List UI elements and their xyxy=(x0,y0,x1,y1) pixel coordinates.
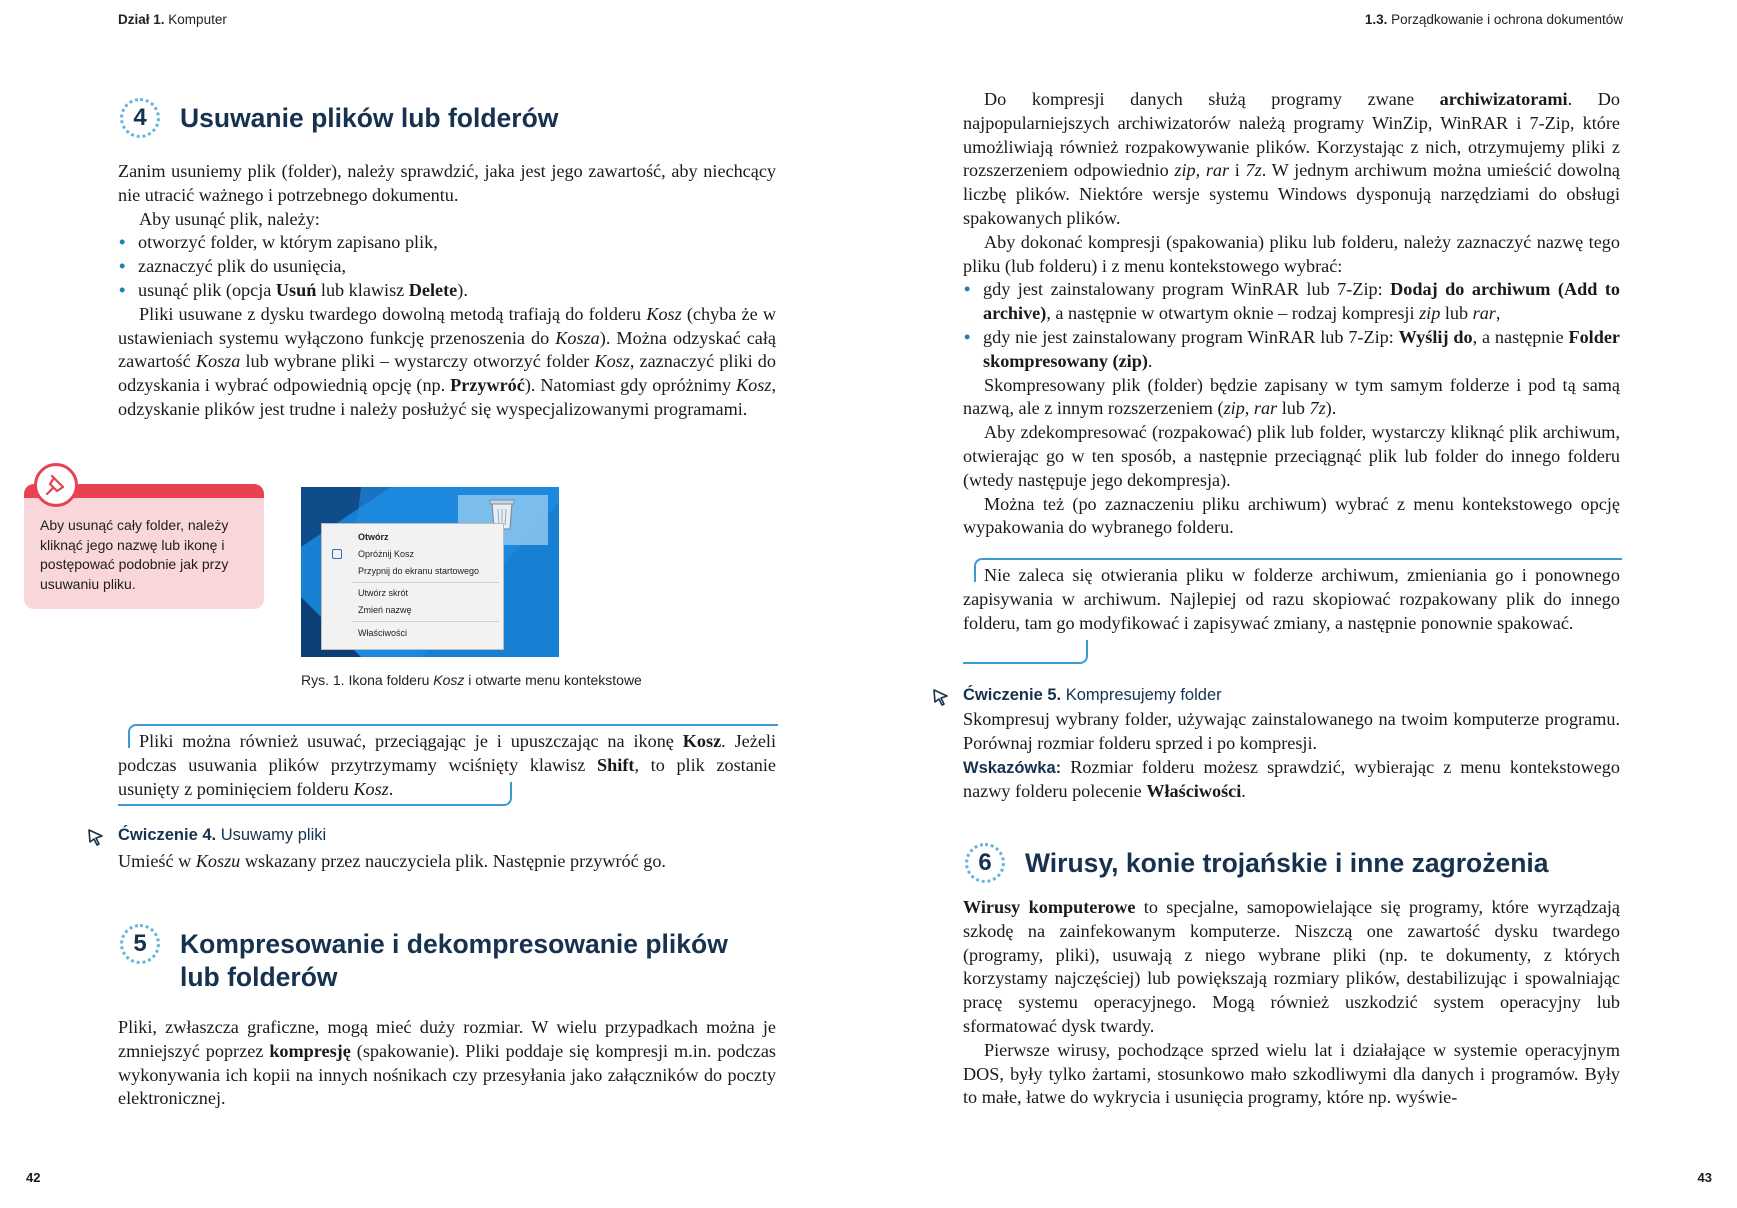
paragraph: Aby zdekompresować (rozpakować) plik lub folder, wystarczy kliknąć plik archiwum, otwierając go w ten sposób, a następnie przeciągnąć plik lub folder do innego folderu (wtedy następuje jego dekompresja). xyxy=(963,422,1620,490)
chapter-number: Dział 1. xyxy=(118,12,165,27)
page-number-right: 43 xyxy=(1697,1170,1712,1185)
paragraph xyxy=(963,756,1620,805)
text-run: gdy nie jest zainstalowany program WinRAR lub 7-Zip: xyxy=(983,326,1399,347)
exercise-name: Kompresujemy folder xyxy=(1065,686,1222,704)
bullet-list xyxy=(963,278,1620,373)
menu-item-pin-start[interactable]: Przypnij do ekranu startowego xyxy=(358,566,480,576)
hint-label: Wskazówka: xyxy=(963,758,1062,777)
text-run: lub klawisz xyxy=(316,279,409,300)
recycle-bin-screenshot xyxy=(301,487,559,657)
italic-term: Kosza xyxy=(555,327,600,348)
text-run: , a następnie xyxy=(1472,326,1569,347)
text-run: . Jeżeli podczas usuwania plików przytrzymamy wciśnięty klawisz xyxy=(118,731,776,775)
paragraph: Pierwsze wirusy, pochodzące sprzed wielu lat i działające w systemie operacyjnym DOS, były tylko żartami, stosunkowo mało szkodliwymi dla danych i programów. Były to małe, łatwe do wykrycia i usunięcia programy, które np. wyświe- xyxy=(963,1039,1620,1108)
bold-term: Delete xyxy=(408,279,458,300)
bold-term: kompresję xyxy=(269,1040,351,1061)
exercise-5-body xyxy=(963,708,1620,804)
paragraph xyxy=(118,850,776,874)
cursor-icon xyxy=(87,828,105,846)
list-item: • otworzyć folder, w którym zapisano plik, xyxy=(118,231,776,255)
tip-bracket-bottom xyxy=(963,640,1088,664)
exercise-label: Ćwiczenie 4. xyxy=(118,826,217,844)
heading-line: Kompresowanie i dekompresowanie plików xyxy=(180,929,728,959)
bullet-list xyxy=(118,231,776,302)
bold-term: Usuń xyxy=(275,279,317,300)
text-run: Skompresowany plik (folder) będzie zapisany w tym samym folderze i pod tą samą nazwą, ale z innym rozszerzeniem ( xyxy=(963,374,1620,419)
running-header-left xyxy=(118,12,227,27)
exercise-4-title xyxy=(118,826,326,845)
text-run: lub xyxy=(1277,398,1310,419)
paragraph: Nie zaleca się otwierania pliku w folderze archiwum, zmieniania go i ponownego zapisywania w archiwum. Najlepiej od razu skopiować rozpakowany plik do innego folderu, tam go modyfikować i zapisywać zmiany, a następnie ponownie spakować. xyxy=(963,565,1620,633)
text-run: Rozmiar folderu możesz sprawdzić, wybierając z menu kontekstowego nazwy folderu polecenie xyxy=(963,756,1620,802)
section-5-body xyxy=(118,1016,776,1111)
text-run: to specjalne, samopowielające się programy, które wyrządzają szkodę na zainfekowanym komputerze. Niszczą one zawartość dysku twardego (programy, pliki), usuwają z niego wybrane pliki (np. te dokumenty, z których korzystamy najczęściej) lub powiększają rozmiary plików, destabilizując i spowalniając pracę systemu operacyjnego. Mogą również uszkodzić system operacyjny lub sformatować dysk twardy. xyxy=(963,897,1620,1036)
menu-item-create-shortcut[interactable]: Utwórz skrót xyxy=(358,588,409,598)
text-run: wskazany przez nauczyciela plik. Następnie przywróć go. xyxy=(240,851,666,871)
pin-icon xyxy=(34,463,78,507)
text-run: . Do najpopularniejszych archiwizatorów należą programy WinZip, WinRAR i 7-Zip, które umożliwiają również rozpakowywanie plików. Korzystając z nich, otrzymujemy pliki z rozszerzeniem odpowiednio xyxy=(963,89,1620,181)
text-run: Umieść w xyxy=(118,851,196,871)
text-run: ). Natomiast gdy opróżnimy xyxy=(524,375,737,396)
text-run: ). xyxy=(457,279,468,300)
paragraph: Skompresuj wybrany folder, używając zainstalowanego na twoim komputerze programu. Porównaj rozmiar folderu sprzed i po kompresji. xyxy=(963,709,1620,753)
section-4-heading: Usuwanie plików lub folderów xyxy=(180,103,559,133)
italic-term: Koszu xyxy=(195,851,241,871)
paragraph: Można też (po zaznaczeniu pliku archiwum) wybrać z menu kontekstowego opcję wypakowania do wybranego folderu. xyxy=(963,493,1620,538)
tip-bracket-bottom xyxy=(118,782,512,806)
text-run: (chyba że w ustawieniach systemu wyłączono funkcję przenoszenia do xyxy=(118,303,776,348)
bold-term: Kosz xyxy=(682,731,722,751)
text-run: (spakowanie). Pliki poddaje się kompresji m.in. podczas wykonywania ich kopii na innych nośnikach czy przesyłania jako załączników do poczty elektronicznej. xyxy=(118,1040,776,1109)
section-number: 1.3. xyxy=(1364,12,1388,27)
text-run: lub wybrane pliki – wystarczy otworzyć folder xyxy=(240,351,595,372)
menu-item-properties[interactable]: Właściwości xyxy=(358,628,408,638)
paragraph: Aby usunąć plik, należy: xyxy=(139,208,320,229)
section-4-body xyxy=(118,160,776,422)
text-run: gdy jest zainstalowany program WinRAR lub 7-Zip: xyxy=(983,279,1391,300)
text-run: Pliki, zwłaszcza graficzne, mogą mieć duży rozmiar. W wielu przypadkach można je zmniejszyć poprzez xyxy=(118,1017,776,1061)
paragraph xyxy=(963,88,1620,231)
cursor-icon xyxy=(932,688,950,706)
list-item: • zaznaczyć plik do usunięcia, xyxy=(118,255,776,279)
text-run: , xyxy=(1495,303,1501,324)
italic-term: Kosz xyxy=(594,351,630,372)
exercise-5-title xyxy=(963,686,1222,705)
text-run: . xyxy=(1147,350,1153,371)
menu-separator xyxy=(352,621,499,622)
running-header-right xyxy=(1365,12,1623,27)
menu-separator xyxy=(352,582,499,583)
menu-item-open[interactable]: Otwórz xyxy=(358,532,389,542)
section-5-heading xyxy=(180,928,728,994)
italic-term: rar xyxy=(1472,303,1496,324)
italic-term: 7z xyxy=(1309,398,1326,419)
chapter-title: Komputer xyxy=(168,12,227,27)
text-run: ). xyxy=(1325,398,1337,419)
italic-term: zip, rar xyxy=(1223,398,1278,419)
bold-term: Wirusy komputerowe xyxy=(963,897,1136,917)
text-run: , zaznaczyć pliki do odzyskania i wybrać odpowiednią opcję (np. xyxy=(118,351,776,396)
text-run: , odzyskanie plików jest trudne i należy posłużyć się wyspecjalizowanymi programami. xyxy=(118,375,776,419)
paragraph xyxy=(963,896,1620,1039)
text-run: . xyxy=(1241,781,1246,802)
text-run: , to plik zostanie usunięty z pominięciem folderu xyxy=(118,754,776,799)
text-run: Do kompresji danych służą programy zwane xyxy=(984,89,1440,109)
italic-term: Kosz xyxy=(433,672,465,688)
compression-body xyxy=(963,88,1620,540)
text-run: Pliki usuwane z dysku twardego dowolną metodą trafiają do folderu xyxy=(139,303,647,324)
context-menu xyxy=(321,523,504,650)
section-5-badge: 5 xyxy=(120,924,160,964)
section-6-body xyxy=(963,896,1620,1110)
section-6-badge: 6 xyxy=(965,843,1005,883)
paragraph xyxy=(963,374,1620,422)
section-6-heading: Wirusy, konie trojańskie i inne zagrożenia xyxy=(1025,848,1549,878)
bold-term: Shift xyxy=(597,754,635,775)
paragraph xyxy=(118,1016,776,1111)
italic-term: Kosz xyxy=(646,303,682,324)
paragraph xyxy=(118,303,776,422)
bold-term: Folder skompresowany (zip) xyxy=(983,326,1620,371)
paragraph: Aby dokonać kompresji (spakowania) pliku lub folderu, należy zaznaczyć nazwę tego pliku (lub folderu) i z menu kontekstowego wybrać: xyxy=(963,231,1620,276)
italic-term: zip xyxy=(1419,303,1441,324)
note-text: Aby usunąć cały folder, należy kliknąć jego nazwę lub ikonę i postępować podobnie jak przy usuwaniu pliku. xyxy=(40,517,229,592)
italic-term: Kosz xyxy=(736,375,772,396)
text-run: . xyxy=(388,778,394,799)
text-run: ). Można odzyskać całą zawartość xyxy=(118,327,776,372)
text-run: usunąć plik (opcja xyxy=(138,279,276,300)
menu-item-empty-bin[interactable]: Opróżnij Kosz xyxy=(358,549,415,559)
italic-term: 7z xyxy=(1245,160,1262,181)
section-title: Porządkowanie i ochrona dokumentów xyxy=(1391,12,1623,27)
italic-term: Kosza xyxy=(195,351,241,372)
pin-icon-glyph xyxy=(43,472,69,498)
text-run: . W jednym archiwum można umieścić dowolną liczbę plików. Niektóre wersje systemu Windows dysponują narzędziami do obsługi spakowanych plików. xyxy=(963,160,1620,228)
text-run: lub xyxy=(1440,303,1473,324)
italic-term: Kosz xyxy=(353,778,389,799)
text-run: i otwarte menu kontekstowe xyxy=(464,672,642,688)
exercise-label: Ćwiczenie 5. xyxy=(963,686,1062,704)
text-run: Pliki można również usuwać, przeciągając je i upuszczając na ikonę xyxy=(139,731,683,751)
text-run: i xyxy=(1229,160,1246,181)
paragraph: Zanim usuniemy plik (folder), należy sprawdzić, jaka jest jego zawartość, aby niechcący nie utracić ważnego i potrzebnego dokumentu. xyxy=(118,161,776,205)
exercise-name: Usuwamy pliki xyxy=(220,826,327,844)
bold-term: Właściwości xyxy=(1146,781,1242,802)
shield-icon xyxy=(332,549,342,559)
menu-item-rename[interactable]: Zmień nazwę xyxy=(358,605,412,615)
bold-term: archiwizatorami xyxy=(1439,89,1568,109)
list-item xyxy=(963,278,1620,326)
text-run: , a następnie w otwartym oknie – rodzaj kompresji xyxy=(1046,303,1420,324)
bold-term: Wyślij do xyxy=(1398,326,1473,347)
page-number-left: 42 xyxy=(26,1170,41,1185)
bold-term: Dodaj do archiwum (Add to archive) xyxy=(983,279,1620,324)
italic-term: zip, rar xyxy=(1174,160,1230,181)
exercise-4-body xyxy=(118,850,776,874)
list-item xyxy=(118,279,776,303)
text-run: Rys. 1. Ikona folderu xyxy=(301,672,434,688)
tip-paragraph xyxy=(963,564,1620,635)
bold-term: Przywróć xyxy=(450,375,525,396)
list-item xyxy=(963,326,1620,374)
heading-line: lub folderów xyxy=(180,962,338,992)
section-4-badge: 4 xyxy=(120,98,160,138)
figure-caption xyxy=(301,672,642,688)
